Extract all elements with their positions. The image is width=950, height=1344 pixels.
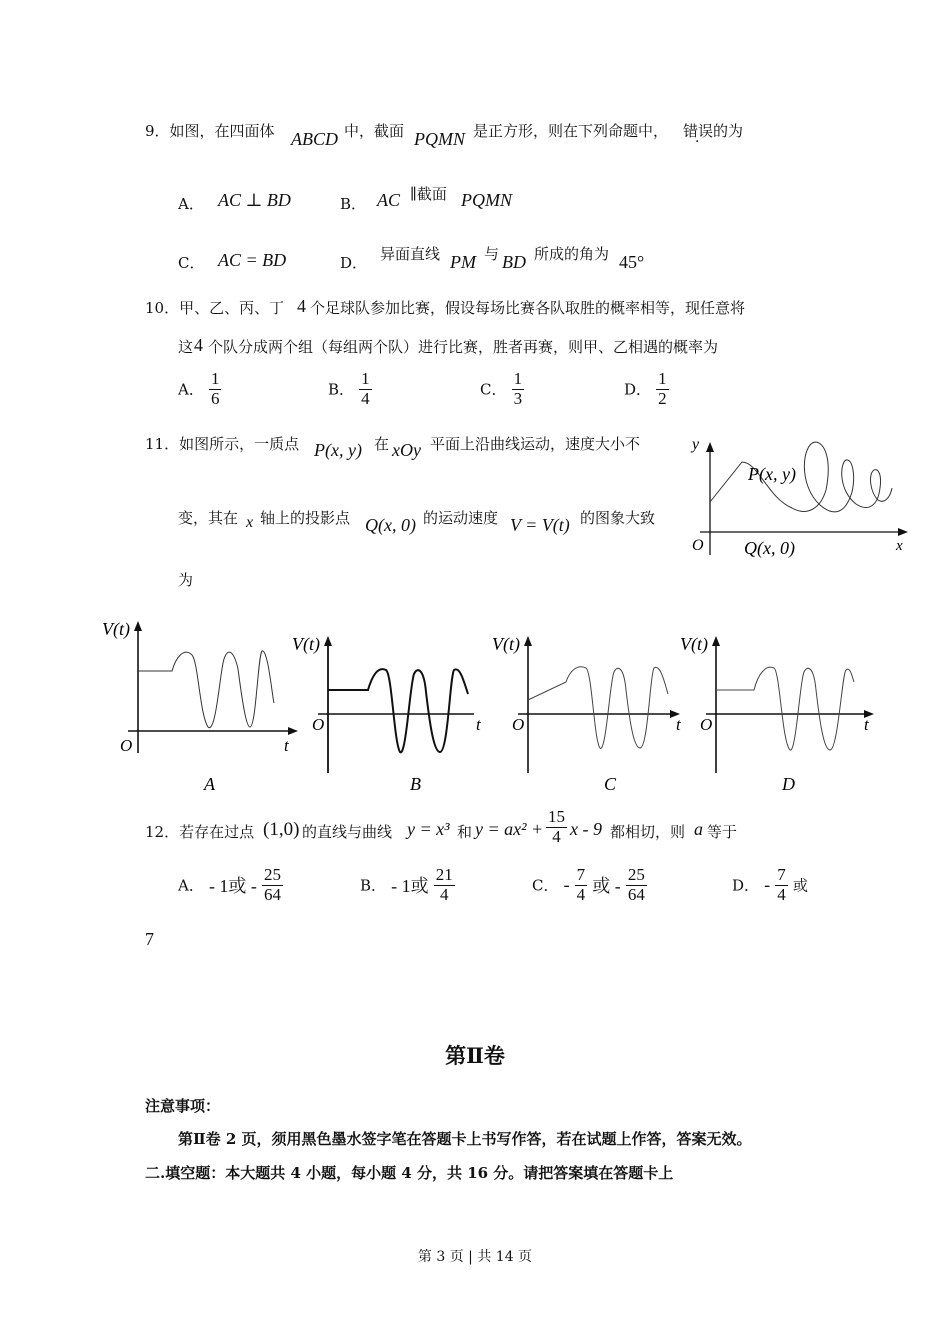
q9-stem-c: 是正方形，则在下列命题中，: [473, 122, 669, 140]
trajectory-curve: [710, 442, 892, 512]
graph-c-t-label: t: [676, 715, 681, 734]
q10-option-c-den: 3: [513, 388, 523, 408]
q10-option-c: [480, 370, 524, 408]
q10-line1-n: 4: [297, 296, 306, 316]
q10-option-c-label: C．: [480, 380, 507, 399]
graph-c: [490, 630, 690, 795]
q12-option-a-label: A．: [178, 876, 204, 895]
q12-a: a: [694, 819, 703, 839]
trajectory-q-label: Q(x, 0): [744, 538, 795, 558]
q10-line1-a: 10．甲、乙、丙、丁: [145, 299, 285, 317]
q12-option-c-mid: 或 -: [592, 876, 621, 897]
q10-option-a: [178, 370, 221, 408]
q9-option-d-math2: BD: [502, 252, 526, 272]
q11-line2-a: 变，其在: [178, 509, 239, 527]
fill-in-instructions: 二.填空题：本大题共 4 小题，每小题 4 分，共 16 分。请把答案填在答题卡上: [145, 1164, 674, 1182]
q12-option-d-den: 4: [777, 884, 786, 904]
q11-p: P(x, y): [314, 440, 362, 460]
graph-b-v-label: V(t): [292, 634, 320, 654]
q9-stem-a: 9．如图，在四面体: [145, 122, 275, 140]
q12-frac-den: 4: [552, 826, 561, 846]
q11-trajectory-figure: [680, 430, 910, 560]
graph-a-v-arrow-icon: [134, 621, 142, 631]
q10-option-a-num: 1: [210, 369, 220, 388]
q10-line2-n: 4: [194, 335, 203, 355]
q12-option-c-den1: 4: [576, 884, 586, 904]
q12-point: (1,0): [263, 819, 300, 840]
q12-stem-b: 的直线与曲线: [302, 823, 393, 841]
graph-d-v-label: V(t): [680, 634, 708, 654]
q12-stem-a: 12．若存在过点: [145, 823, 255, 841]
graph-a-t-label: t: [284, 736, 289, 755]
notice-body: 第Ⅱ卷 2 页，须用黑色墨水签字笔在答题卡上书写作答，若在试题上作答，答案无效。: [178, 1130, 752, 1148]
graph-c-v-label: V(t): [492, 634, 520, 654]
q10-option-b-num: 1: [361, 369, 370, 388]
q12-stem-e: 等于: [707, 823, 738, 841]
q11-line2-d: 的图象大致: [580, 509, 656, 527]
q10-line2-b: 个队分成两个组（每组两个队）进行比赛，胜者再赛，则甲、乙相遇的概率为: [208, 338, 719, 356]
q12-option-a-text: - 1或 -: [208, 876, 257, 897]
q9-option-b-math2: PQMN: [461, 190, 512, 210]
graph-c-origin-label: O: [512, 715, 525, 734]
q9-option-d-text1: 异面直线: [380, 245, 441, 263]
q10-option-d-label: D．: [624, 380, 652, 399]
q10-option-d-den: 2: [658, 388, 667, 408]
q9-stem: [0, 0, 950, 149]
q9-option-d-math1: PM: [450, 252, 476, 272]
q9-option-a-math: AC ⊥ BD: [218, 190, 291, 210]
graph-a-letter: A: [204, 774, 215, 794]
q10-option-b: [328, 370, 372, 408]
q12-fraction: [546, 808, 567, 846]
q12-curve2b: x - 9: [570, 819, 602, 839]
q12-option-c-den2: 64: [627, 884, 645, 904]
q9-option-d-text2: 与: [484, 245, 500, 263]
q12-option-c-num2: 25: [627, 865, 645, 884]
q12-option-d-post: 或: [792, 876, 808, 895]
graph-a-curve: [138, 651, 274, 728]
q11-q: Q(x, 0): [365, 515, 416, 535]
q12-option-b-label: B．: [360, 876, 387, 895]
graph-c-v-arrow-icon: [524, 636, 532, 646]
notice-heading: 注意事项：: [145, 1097, 221, 1115]
graph-d-letter: D: [782, 774, 795, 794]
q10-option-c-num: 1: [513, 369, 523, 388]
section-title: 第Ⅱ卷: [445, 1043, 505, 1068]
graph-d-origin-label: O: [700, 715, 713, 734]
trajectory-y-arrow-icon: [706, 442, 714, 452]
q10-option-b-label: B．: [328, 380, 355, 399]
graph-a-origin-label: O: [120, 736, 133, 755]
q12-option-d-num: 7: [777, 865, 786, 884]
q12-option-c: [532, 866, 647, 904]
trajectory-origin-label: O: [692, 537, 704, 554]
q9-pqmn: PQMN: [414, 129, 465, 149]
graph-a: [100, 615, 300, 795]
q10-option-d: [624, 370, 669, 408]
q10-line1-b: 个足球队参加比赛，假设每场比赛各队取胜的概率相等，现任意将: [310, 299, 746, 317]
q11-line1-b: 在: [374, 435, 390, 453]
graph-c-letter: C: [604, 774, 617, 794]
q12-curve2a: y = ax² +: [475, 819, 544, 839]
q12-option-b-den: 4: [439, 884, 449, 904]
q11-xoy: xOy: [392, 440, 421, 460]
q9-option-d-math3: 45°: [619, 252, 645, 272]
q9-stem-b: 中，截面: [344, 122, 405, 140]
q9-stem-d: 错误: [683, 122, 714, 140]
graph-b-origin-label: O: [312, 715, 325, 734]
trajectory-p-label: P(x, y): [748, 464, 796, 484]
q9-option-b-text: ∥截面: [410, 185, 447, 203]
q12-stem-d: 都相切，则: [610, 823, 686, 841]
q11-v: V = V(t): [510, 515, 570, 535]
graph-d-v-arrow-icon: [712, 636, 720, 646]
trajectory-x-arrow-icon: [898, 528, 908, 536]
graph-d-curve: [716, 667, 854, 750]
q12-option-d-tail: 7: [145, 929, 154, 949]
graph-b-letter: B: [410, 774, 421, 794]
q9-option-d-text3: 所成的角为: [534, 245, 610, 263]
q10-option-a-label: A．: [178, 380, 204, 399]
q12-option-c-label: C．: [532, 876, 559, 895]
q12-option-d-pre: -: [764, 874, 771, 895]
q10-option-a-den: 6: [210, 388, 220, 408]
q12-curve1: y = x³: [407, 819, 450, 839]
q12-stem-c: 和: [457, 823, 473, 841]
q12-option-c-pre: -: [563, 874, 570, 895]
q9-option-b-label: B．: [340, 195, 367, 213]
q11-x: x: [246, 514, 254, 531]
q12-option-b-num: 21: [435, 865, 453, 884]
q12-frac-num: 15: [548, 807, 565, 826]
graph-d-t-label: t: [864, 715, 869, 734]
trajectory-x-label: x: [896, 538, 903, 554]
q11-line3: 为: [178, 571, 194, 589]
q12-option-d-label: D．: [732, 876, 760, 895]
page-footer: 第 3 页 | 共 14 页: [417, 1249, 533, 1265]
q10-line2-a: 这: [178, 338, 194, 356]
q10-option-d-num: 1: [658, 369, 667, 388]
graph-a-v-label: V(t): [102, 619, 130, 639]
q10-option-b-den: 4: [361, 388, 370, 408]
q12-option-b: [360, 866, 455, 904]
graph-b-t-label: t: [476, 715, 481, 734]
q9-option-b-math: AC: [377, 190, 401, 210]
q9-stem-e: 的为: [713, 122, 744, 140]
q11-line2-b: 轴上的投影点: [260, 509, 351, 527]
graph-c-curve: [528, 667, 668, 749]
q12-option-d: [732, 866, 808, 904]
q9-option-a-label: A．: [178, 195, 204, 213]
q12-option-b-text: - 1或: [391, 876, 429, 897]
q12-option-a-den: 64: [264, 884, 282, 904]
q11-line1-c: 平面上沿曲线运动，速度大小不: [430, 435, 641, 453]
q12-option-c-num1: 7: [576, 865, 586, 884]
graph-b-curve: [328, 669, 468, 752]
graph-b: [290, 630, 490, 795]
q11-line2-c: 的运动速度: [423, 509, 499, 527]
q11-line1-a: 11．如图所示，一质点: [145, 435, 300, 453]
q12-option-a: [178, 866, 283, 904]
q9-abcd: ABCD: [291, 129, 338, 149]
q9-option-d-label: D．: [340, 254, 368, 272]
q9-option-c-label: C．: [178, 254, 205, 272]
graph-d: [678, 630, 878, 795]
graph-b-v-arrow-icon: [324, 636, 332, 646]
q9-option-c-math: AC = BD: [218, 250, 287, 270]
q12-option-a-num: 25: [264, 865, 282, 884]
trajectory-y-label: y: [692, 436, 700, 453]
